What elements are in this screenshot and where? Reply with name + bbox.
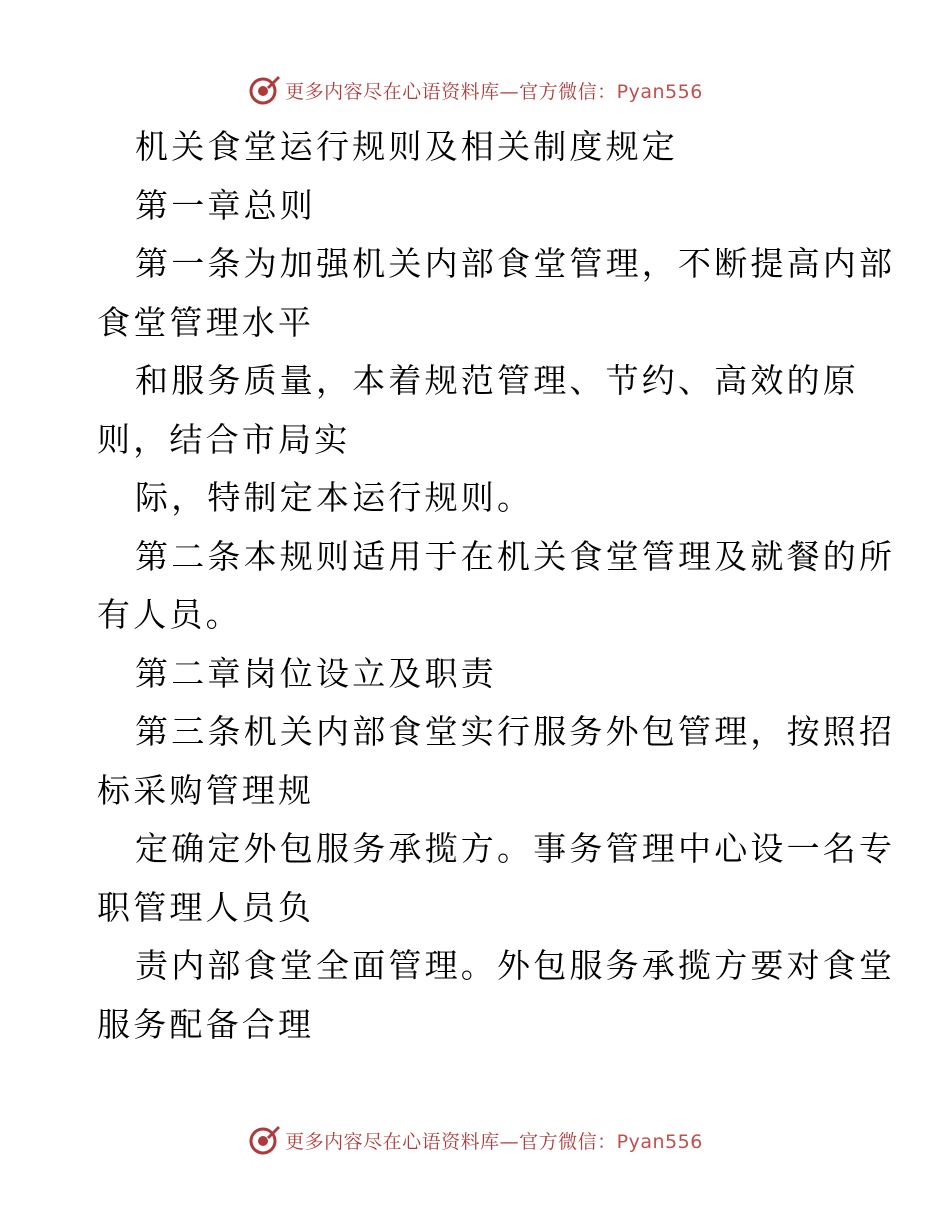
paragraph-line: 定确定外包服务承揽方。事务管理中心设一名专	[135, 829, 896, 868]
paragraph-line: 服务配备合理	[97, 1004, 315, 1044]
paragraph-line: 第二条本规则适用于在机关食堂管理及就餐的所	[135, 536, 896, 576]
header-watermark	[0, 72, 950, 108]
paragraph-line: 食堂管理水平	[97, 302, 315, 342]
paragraph-line: 际，特制定本运行规则。	[135, 478, 534, 517]
wechat-id: Pyan556	[616, 1130, 703, 1153]
chapter-heading: 第二章岗位设立及职责	[135, 653, 497, 693]
paragraph-line: 职管理人员负	[97, 887, 315, 927]
chapter-heading: 第一章总则	[135, 185, 316, 225]
document-title: 机关食堂运行规则及相关制度规定	[135, 127, 678, 166]
watermark-text: 更多内容尽在心语资料库—官方微信：Pyan556	[285, 80, 703, 103]
brand-logo-icon	[247, 1123, 281, 1157]
paragraph-line: 和服务质量，本着规范管理、节约、高效的原	[135, 361, 859, 400]
paragraph-line: 第三条机关内部食堂实行服务外包管理，按照招	[135, 712, 896, 751]
watermark-text: 更多内容尽在心语资料库—官方微信：Pyan556	[285, 1130, 703, 1153]
document-body	[97, 118, 896, 1054]
paragraph-line: 责内部食堂全面管理。外包服务承揽方要对食堂	[135, 946, 896, 985]
footer-watermark	[0, 1122, 950, 1158]
paragraph-line: 标采购管理规	[97, 770, 315, 810]
paragraph-line: 则，结合市局实	[97, 419, 351, 459]
paragraph-line: 有人员。	[97, 595, 242, 634]
paragraph-line: 第一条为加强机关内部食堂管理，不断提高内部	[135, 244, 896, 283]
brand-logo-icon	[247, 73, 281, 107]
wechat-id: Pyan556	[616, 80, 703, 103]
